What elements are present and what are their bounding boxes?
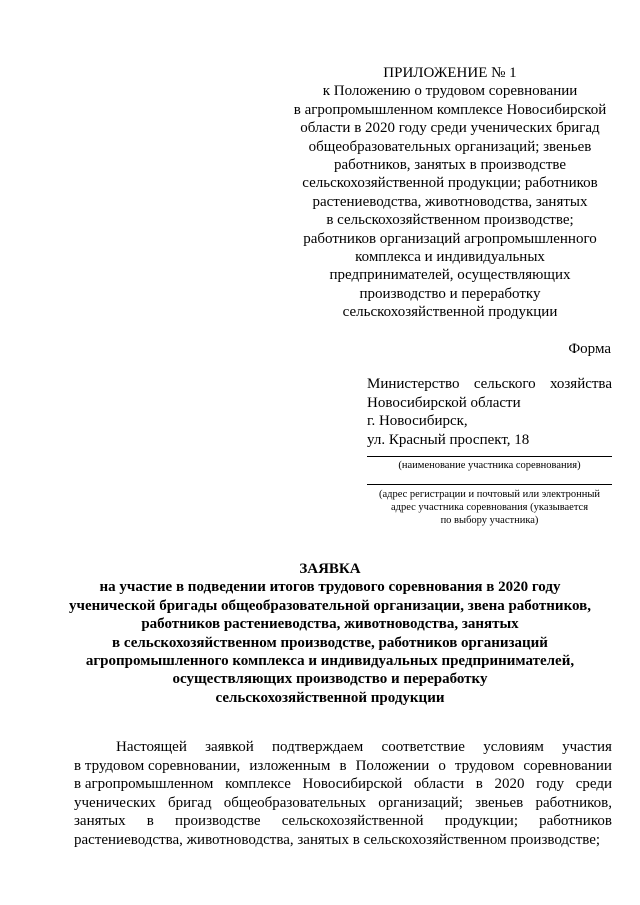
body-word: условиям bbox=[483, 739, 544, 755]
body-line bbox=[74, 794, 612, 813]
body-word: сельскохозяйственной bbox=[281, 813, 424, 829]
body-word: заявкой bbox=[205, 739, 254, 755]
title-line: работников растениеводства, животноводства, занятых bbox=[141, 616, 519, 633]
body-word: трудовом bbox=[454, 757, 515, 774]
body-word: Положении bbox=[355, 757, 430, 774]
body-word: в bbox=[339, 757, 347, 774]
body-word: среди bbox=[575, 776, 612, 792]
application-title bbox=[40, 560, 620, 707]
appendix-line: общеобразовательных организаций; звеньев bbox=[308, 138, 592, 155]
appendix-line: работников, занятых в производстве bbox=[333, 157, 567, 174]
body-word: области bbox=[413, 776, 465, 792]
title-line: в сельскохозяйственном производстве, работников организаций bbox=[112, 634, 548, 651]
body-word: занятых bbox=[74, 813, 126, 829]
body-word: комплексе bbox=[225, 776, 291, 792]
title-line: ученической бригады общеобразовательной организации, звена работников, bbox=[69, 597, 591, 614]
title-line: агропромышленного комплекса и индивидуальных предпринимателей, bbox=[85, 653, 575, 670]
caption-text: адрес участника соревнования (указывается bbox=[390, 502, 589, 513]
body-word: в bbox=[146, 813, 154, 829]
appendix-line: предпринимателей, осуществляющих bbox=[329, 267, 571, 284]
body-word: изложенным bbox=[249, 757, 331, 774]
body-word: растениеводства, животноводства, занятых в сельскохозяйственном производстве; bbox=[74, 831, 601, 848]
appendix-line: ПРИЛОЖЕНИЕ № 1 bbox=[383, 65, 517, 81]
appendix-line: комплекса и индивидуальных bbox=[355, 249, 545, 266]
body-word: Настоящей bbox=[116, 739, 187, 755]
appendix-line: растениеводства, животноводства, занятых bbox=[312, 193, 588, 210]
body-paragraph bbox=[74, 738, 612, 849]
body-word: соревновании bbox=[523, 757, 612, 774]
body-word: продукции; bbox=[444, 813, 518, 829]
body-word: 2020 bbox=[494, 776, 525, 792]
appendix-line: в сельскохозяйственном производстве; bbox=[326, 212, 574, 229]
body-word: в bbox=[475, 776, 483, 792]
body-word: году bbox=[536, 776, 565, 792]
title-line: осуществляющих производство и переработку bbox=[172, 671, 488, 688]
body-word: работников, bbox=[535, 794, 612, 811]
body-word: в трудовом соревновании, bbox=[74, 757, 241, 774]
recipient-line-4: ул. Красный проспект, 18 bbox=[367, 431, 530, 448]
title-line: сельскохозяйственной продукции bbox=[215, 689, 445, 706]
appendix-line: к Положению о трудовом соревновании bbox=[322, 83, 578, 100]
body-word: ученических bbox=[74, 794, 156, 811]
body-line bbox=[74, 738, 612, 757]
title-heading: ЗАЯВКА bbox=[299, 561, 361, 577]
appendix-header bbox=[280, 64, 620, 322]
body-word: организаций; bbox=[378, 794, 463, 811]
body-word: общеобразовательных bbox=[223, 794, 367, 811]
appendix-line: сельскохозяйственной продукции; работников bbox=[302, 175, 598, 192]
recipient-line-3: г. Новосибирск, bbox=[367, 413, 468, 429]
caption-text: по выбору участника) bbox=[440, 515, 539, 526]
caption-text: (адрес регистрации и почтовый или электронный bbox=[378, 489, 601, 500]
body-word: производстве bbox=[175, 813, 261, 829]
body-word: участия bbox=[562, 739, 612, 755]
participant-name-caption bbox=[367, 459, 612, 472]
caption-text: (наименование участника соревнования) bbox=[398, 460, 581, 471]
form-label: Форма bbox=[568, 341, 611, 357]
appendix-line: области в 2020 году среди ученических бригад bbox=[300, 120, 600, 137]
body-word: работников bbox=[539, 813, 612, 829]
body-word: звеньев bbox=[475, 794, 524, 811]
title-line: на участие в подведении итогов трудового соревнования в 2020 году bbox=[99, 579, 561, 596]
recipient-word: Министерство bbox=[367, 376, 460, 392]
body-word: в агропромышленном bbox=[74, 776, 214, 792]
recipient-line-1 bbox=[367, 375, 612, 394]
appendix-line: в агропромышленном комплексе Новосибирской bbox=[293, 101, 607, 118]
body-word: о bbox=[438, 757, 446, 774]
address-caption bbox=[367, 488, 612, 527]
recipient-block bbox=[367, 375, 612, 449]
body-word: бригад bbox=[167, 794, 212, 811]
body-line bbox=[74, 775, 612, 794]
appendix-line: производство и переработку bbox=[359, 285, 541, 302]
appendix-line: работников организаций агропромышленного bbox=[303, 230, 597, 247]
appendix-line: сельскохозяйственной продукции bbox=[342, 304, 558, 321]
body-word: соответствие bbox=[381, 739, 465, 755]
address-blank bbox=[367, 484, 612, 485]
recipient-word: сельского bbox=[473, 376, 536, 392]
body-word: подтверждаем bbox=[272, 739, 364, 755]
recipient-line-2: Новосибирской области bbox=[367, 394, 521, 411]
body-line bbox=[74, 812, 612, 831]
body-line bbox=[74, 757, 612, 776]
body-word: Новосибирской bbox=[302, 776, 403, 792]
participant-name-blank bbox=[367, 456, 612, 457]
recipient-word: хозяйства bbox=[549, 376, 612, 392]
body-line bbox=[74, 831, 612, 850]
